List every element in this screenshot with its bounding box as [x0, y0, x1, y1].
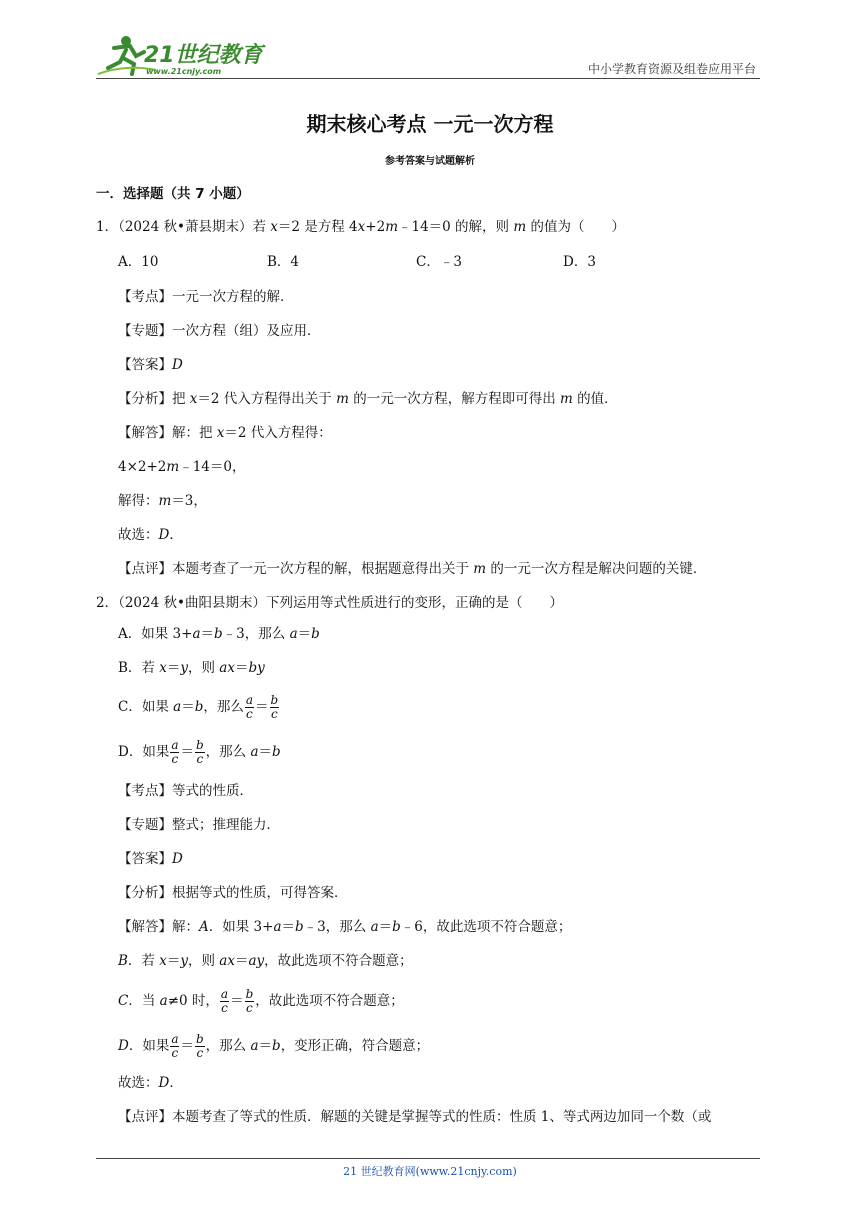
q2-answer	[118, 849, 183, 869]
q1-fenxi	[118, 389, 618, 409]
q2-jieda-text: ，故此选项不符合题意；	[255, 993, 404, 1009]
q1-step-text: ﹣14＝0，	[179, 459, 246, 475]
q1-number: 1．	[96, 219, 119, 235]
fraction	[195, 1033, 205, 1060]
q2-opt-text: D．如果	[118, 744, 170, 760]
q1-stem-text: 的值为（ ）	[526, 219, 625, 235]
fraction-numerator: a	[220, 987, 229, 1001]
q1-step-text: ．	[169, 527, 183, 543]
q2-jieda-text: ，则	[187, 953, 220, 969]
q2-var: a	[370, 919, 379, 935]
q1-jieda-text: 解：把	[172, 425, 217, 441]
page-subtitle: 参考答案与试题解析	[385, 156, 475, 167]
q2-jieda-text: ＝	[166, 953, 181, 969]
q1-stem-text: +2	[365, 219, 386, 235]
fraction-numerator: b	[195, 1032, 204, 1046]
q1-step-text: ＝3，	[171, 493, 207, 509]
fraction-denominator: c	[196, 1046, 204, 1060]
q1-kaodian-text: 一元一次方程的解．	[172, 289, 294, 305]
q2-fenxi-text: 根据等式的性质，可得答案．	[172, 885, 348, 901]
q2-var: a	[159, 993, 168, 1009]
q2-var: a	[192, 626, 201, 642]
q1-zhuanti	[118, 321, 321, 341]
q2-source: （2024 秋•曲阳县期末）	[118, 595, 266, 611]
q2-answer-tag: 【答案】	[118, 851, 172, 867]
fraction	[245, 988, 255, 1015]
q2-jieda-text: ＝	[234, 953, 249, 969]
fraction	[170, 1033, 179, 1060]
q1-fenxi-text: 的值．	[572, 391, 618, 407]
fraction-numerator: b	[195, 738, 204, 752]
q2-fenxi	[118, 883, 348, 903]
q2-var: b	[392, 919, 401, 935]
q2-selection	[118, 1073, 183, 1093]
page-header	[96, 30, 760, 80]
fraction	[220, 988, 229, 1015]
q2-jieda-text: ．如果 3+	[208, 919, 274, 935]
q1-step-1	[118, 457, 245, 477]
q2-kaodian	[118, 781, 253, 801]
q2-opt-text: ＝	[234, 660, 249, 676]
q1-step-3	[118, 525, 183, 545]
equals-sign: ＝	[230, 993, 244, 1009]
q1-var: x	[270, 219, 278, 235]
q2-var: ay	[248, 953, 265, 969]
q1-fenxi-text: 把	[172, 391, 190, 407]
q2-jieda-text: ．若	[127, 953, 160, 969]
q2-var: y	[180, 953, 188, 969]
q2-jieda-text: ＝	[378, 919, 393, 935]
q2-option-d[interactable]	[118, 739, 281, 766]
site-logo[interactable]	[96, 34, 276, 78]
q2-sel-text: ．	[169, 1075, 183, 1091]
q1-jieda	[118, 423, 332, 443]
q1-answer	[118, 355, 183, 375]
equals-sign: ＝	[255, 699, 269, 715]
fraction-denominator: c	[196, 752, 204, 766]
q1-fenxi-text: ＝2 代入方程得出关于	[197, 391, 337, 407]
q2-stem-text: 下列运用等式性质进行的变形，正确的是（ ）	[265, 595, 563, 611]
q2-var: b	[272, 1038, 281, 1054]
q2-jieda-text: ．如果	[128, 1038, 170, 1054]
q2-var: b	[295, 919, 304, 935]
q1-var: m	[166, 459, 180, 475]
q2-jieda-text: 解：	[172, 919, 199, 935]
q2-var: B	[118, 953, 128, 969]
fraction	[245, 694, 254, 721]
q2-opt-text: ＝	[258, 744, 273, 760]
q2-opt-text: ，那么	[205, 744, 251, 760]
q1-kaodian	[118, 287, 294, 307]
fraction-denominator: c	[221, 1001, 228, 1015]
question-2-stem	[96, 593, 563, 613]
q1-var: D	[158, 527, 170, 543]
q2-number: 2．	[96, 595, 119, 611]
q2-var: a	[250, 1038, 259, 1054]
footer-link[interactable]: 21 世纪教育网(www.21cnjy.com)	[343, 1165, 517, 1178]
q2-var: C	[118, 993, 129, 1009]
q2-opt-text: ＝	[200, 626, 215, 642]
q2-var: b	[272, 744, 281, 760]
equals-sign: ＝	[180, 1038, 194, 1054]
q2-jieda-text: ≠0 时，	[167, 993, 219, 1009]
question-1-stem	[96, 217, 625, 237]
q1-option-a[interactable]: A．10	[118, 254, 159, 270]
q2-dianping	[118, 1107, 711, 1127]
q2-zhuanti-tag: 【专题】	[118, 817, 172, 833]
runner-logo-icon	[96, 34, 276, 78]
logo-text: 21世纪教育	[144, 43, 263, 68]
fraction-denominator: c	[171, 1046, 179, 1060]
q2-jieda-text: ＝	[281, 919, 296, 935]
q1-step-text: 4×2+2	[118, 459, 167, 475]
q1-kaodian-tag: 【考点】	[118, 289, 172, 305]
q1-var: x	[216, 425, 225, 441]
q2-var: by	[248, 660, 265, 676]
q2-zhuanti	[118, 815, 280, 835]
q2-jieda-d	[118, 1033, 429, 1060]
q1-dianping-tag: 【点评】	[118, 561, 172, 577]
q2-opt-text: ，则	[187, 660, 220, 676]
q2-jieda	[118, 917, 571, 937]
fraction-numerator: a	[171, 1032, 179, 1046]
q1-source: （2024 秋•萧县期末）	[118, 219, 253, 235]
fraction-numerator: b	[245, 987, 254, 1001]
fraction-denominator: c	[246, 1001, 253, 1015]
q1-var: x	[189, 391, 198, 407]
section-heading: 一．选择题（共 7 小题）	[96, 186, 250, 202]
q2-jieda-text: ＝	[258, 1038, 273, 1054]
q1-jieda-text: ＝2 代入方程得：	[224, 425, 332, 441]
q2-opt-text: B．若	[118, 660, 160, 676]
q1-step-text: 故选：	[118, 527, 159, 543]
q1-option-d[interactable]: D．3	[563, 254, 596, 270]
fraction-numerator: a	[171, 738, 179, 752]
q1-fenxi-text: 的一元一次方程，解方程即可得出	[348, 391, 560, 407]
fraction-numerator: b	[270, 693, 279, 707]
q2-option-c[interactable]	[118, 694, 280, 721]
q2-opt-text: ＝	[181, 699, 195, 715]
fraction	[170, 739, 179, 766]
q2-opt-text: ﹣3，那么	[222, 626, 290, 642]
q2-var: a	[173, 699, 182, 715]
q2-jieda-text: ，那么	[205, 1038, 251, 1054]
q2-opt-text: ＝	[297, 626, 312, 642]
q2-var: b	[214, 626, 223, 642]
q2-jieda-text: ﹣6，故此选项不符合题意；	[400, 919, 572, 935]
q2-jieda-text: ﹣3，那么	[303, 919, 371, 935]
q1-var: x	[357, 219, 366, 235]
q2-kaodian-text: 等式的性质．	[172, 783, 253, 799]
q2-option-a[interactable]	[118, 624, 320, 644]
q2-opt-text: C．如果	[118, 699, 174, 715]
q1-answer-tag: 【答案】	[118, 357, 172, 373]
q2-option-b[interactable]	[118, 658, 265, 678]
platform-name: 中小学教育资源及组卷应用平台	[587, 62, 756, 76]
q1-var: m	[473, 561, 487, 577]
equals-sign: ＝	[180, 744, 194, 760]
q2-jieda-c	[118, 988, 404, 1015]
q2-var: b	[311, 626, 320, 642]
q2-var: a	[273, 919, 282, 935]
q1-zhuanti-tag: 【专题】	[118, 323, 172, 339]
q1-zhuanti-text: 一次方程（组）及应用．	[172, 323, 321, 339]
q1-step-text: 解得：	[118, 493, 159, 509]
q2-sel-text: 故选：	[118, 1075, 159, 1091]
q2-jieda-b	[118, 951, 413, 971]
fraction	[270, 694, 280, 721]
fraction-denominator: c	[171, 752, 179, 766]
q2-opt-text: ，那么	[203, 699, 244, 715]
q2-jieda-tag: 【解答】	[118, 919, 172, 935]
q1-var: m	[513, 219, 527, 235]
q2-dianping-tag: 【点评】	[118, 1109, 172, 1125]
footer-divider	[96, 1158, 760, 1159]
fraction-denominator: c	[246, 707, 253, 721]
fraction	[195, 739, 205, 766]
q2-var: x	[159, 660, 167, 676]
q2-jieda-text: ．当	[128, 993, 160, 1009]
q1-var: m	[336, 391, 349, 407]
q1-step-2	[118, 491, 207, 511]
q1-dianping-text: 本题考查了一元一次方程的解，根据题意得出关于	[172, 561, 474, 577]
q1-stem-text: 若	[252, 219, 271, 235]
q2-opt-text: A．如果 3+	[118, 626, 193, 642]
header-divider	[96, 78, 760, 79]
q1-dianping	[118, 559, 706, 579]
q2-var: D	[118, 1038, 129, 1054]
q1-stem-text: ﹣14＝0 的解，则	[398, 219, 514, 235]
q1-dianping-text: 的一元一次方程是解决问题的关键．	[486, 561, 707, 577]
page-title: 期末核心考点 一元一次方程	[306, 112, 554, 136]
q2-var: b	[194, 699, 204, 715]
q1-answer-value: D	[172, 357, 183, 373]
q2-var: y	[180, 660, 188, 676]
q2-answer-value: D	[172, 851, 183, 867]
logo-url: www.21cnjy.com	[146, 67, 222, 76]
q2-var: a	[289, 626, 298, 642]
q2-dianping-text: 本题考查了等式的性质．解题的关键是掌握等式的性质：性质 1、等式两边加同一个数（或	[172, 1109, 712, 1125]
q2-fenxi-tag: 【分析】	[118, 885, 172, 901]
q2-var: ax	[219, 660, 235, 676]
q2-jieda-text: ，变形正确，符合题意；	[280, 1038, 430, 1054]
q2-var: D	[158, 1075, 170, 1091]
fraction-denominator: c	[270, 707, 278, 721]
q1-option-b[interactable]: B．4	[267, 254, 300, 270]
q1-jieda-tag: 【解答】	[118, 425, 172, 441]
q1-var: m	[560, 391, 573, 407]
q1-stem-text: ＝2 是方程 4	[277, 219, 358, 235]
fraction-numerator: a	[245, 693, 253, 707]
q2-jieda-text: ，故此选项不符合题意；	[264, 953, 413, 969]
q1-var: m	[158, 493, 172, 509]
q2-var: x	[159, 953, 167, 969]
q2-var: A	[199, 919, 209, 935]
q2-zhuanti-text: 整式；推理能力．	[172, 817, 280, 833]
q2-kaodian-tag: 【考点】	[118, 783, 172, 799]
q2-var: ax	[219, 953, 235, 969]
q1-option-c[interactable]: C．﹣3	[416, 254, 462, 270]
q1-fenxi-tag: 【分析】	[118, 391, 172, 407]
q1-var: m	[385, 219, 398, 235]
q2-opt-text: ＝	[166, 660, 181, 676]
q2-var: a	[250, 744, 259, 760]
